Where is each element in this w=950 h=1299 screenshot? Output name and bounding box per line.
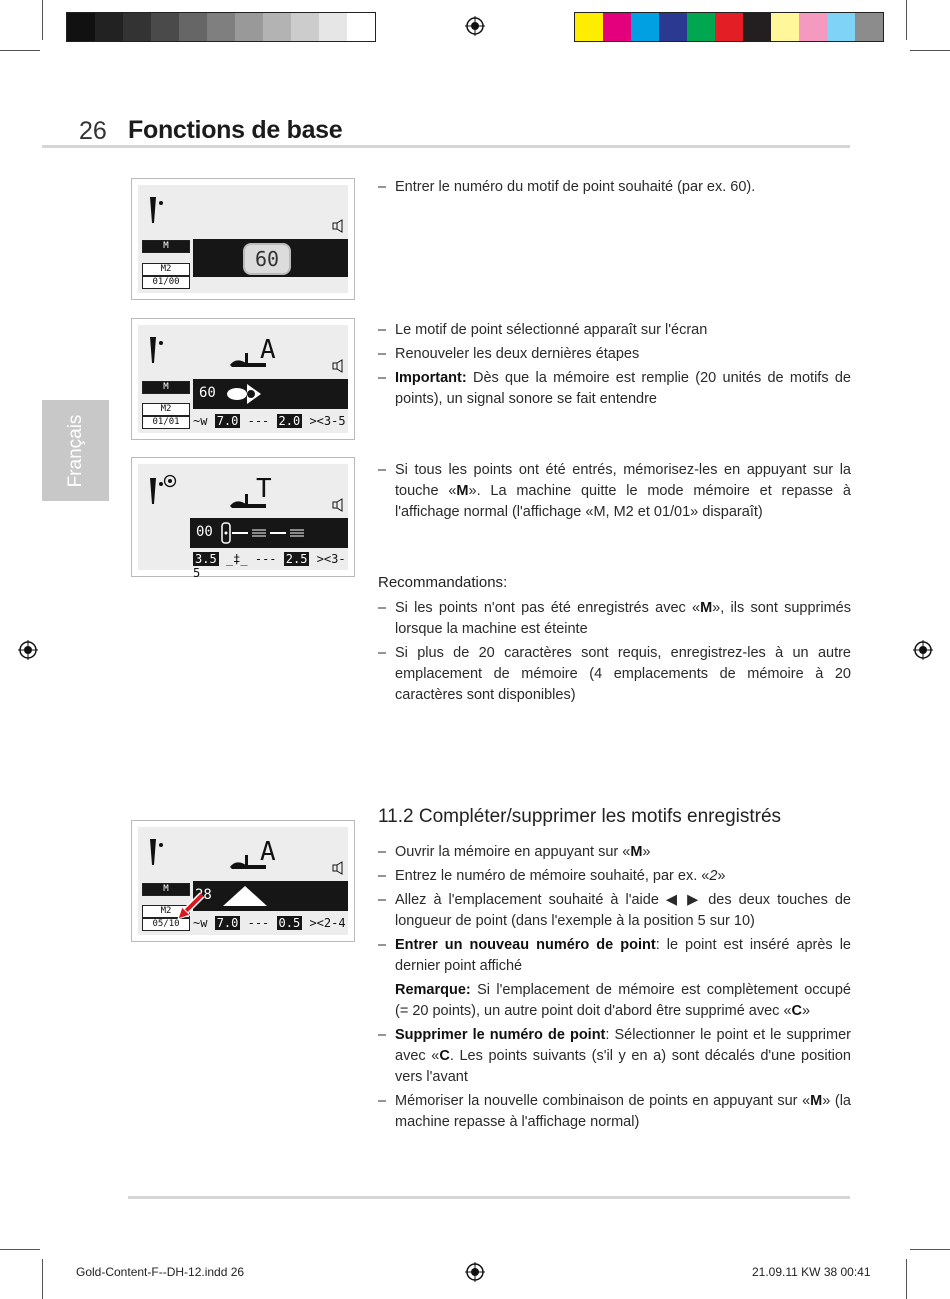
speaker-icon — [331, 359, 347, 373]
straight-stitch-pattern-icon — [220, 521, 340, 545]
recommendations-title: Recommandations: — [378, 574, 508, 591]
stitch-length-value: 2.0 — [278, 414, 301, 428]
color-swatch — [715, 13, 743, 41]
needle-icon — [146, 197, 166, 225]
color-swatch — [827, 13, 855, 41]
stitch-number: 60 — [199, 385, 216, 401]
registration-mark-right-icon — [913, 640, 933, 660]
list-item: – Si les points n'ont pas été enregistrés avec «M», ils sont supprimés lorsque la machine est éteinte — [378, 598, 851, 640]
presser-foot-letter: T — [256, 474, 272, 504]
stitch-length-value: 0.5 — [278, 916, 301, 930]
recommendations-list — [378, 598, 851, 709]
needle-icon — [146, 839, 166, 867]
stitch-number: 00 — [196, 524, 213, 540]
crop-mark-bottom-right-h — [910, 1249, 950, 1250]
gray-swatch-bar — [66, 12, 376, 42]
color-swatch — [235, 13, 263, 41]
color-swatch — [263, 13, 291, 41]
memory-position-label: 01/01 — [142, 416, 190, 429]
triangle-stitch-pattern-icon — [221, 884, 271, 908]
lcd-screen-1 — [131, 178, 355, 300]
needle-icon — [146, 337, 166, 365]
language-tab-label: Français — [64, 414, 86, 487]
memory-label: M — [142, 883, 190, 896]
list-item: – Supprimer le numéro de point: Sélectionner le point et le supprimer avec «C. Les points suivants (s'il y en a) sont décalés d'une position vers l'avant — [378, 1025, 851, 1088]
lcd-screen-4 — [131, 820, 355, 942]
memory-slot-label: M2 — [142, 263, 190, 276]
memory-position-label: 05/10 — [142, 918, 190, 931]
right-arrow-icon: ▶ — [687, 892, 702, 908]
stitch-width-value: 3.5 — [195, 552, 217, 566]
section-heading: 11.2 Compléter/supprimer les motifs enregistrés — [378, 806, 782, 827]
list-item: – Renouveler les deux dernières étapes — [378, 344, 851, 365]
stitch-length-icon: --- — [247, 916, 270, 930]
stitch-pattern-icon — [225, 382, 265, 406]
color-swatch — [151, 13, 179, 41]
instruction-block-2 — [378, 320, 851, 413]
color-swatch — [347, 13, 375, 41]
color-swatch — [123, 13, 151, 41]
lcd-screen-3 — [131, 457, 355, 580]
lcd-screen-2 — [131, 318, 355, 440]
color-swatch — [799, 13, 827, 41]
color-swatch — [631, 13, 659, 41]
color-swatch — [291, 13, 319, 41]
needle-stop-icon — [163, 474, 177, 488]
memory-label: M — [142, 240, 190, 253]
color-swatch-bar — [574, 12, 884, 42]
header-rule — [42, 145, 850, 148]
list-item: – Important: Dès que la mémoire est remplie (20 unités de motifs de points), un signal sonore se fait entendre — [378, 368, 851, 410]
crop-mark-top-left-h — [0, 50, 40, 51]
footer-datetime: 21.09.11 KW 38 00:41 — [752, 1265, 871, 1279]
stitch-length-value: 2.5 — [285, 552, 308, 566]
memory-slot-label: M2 — [142, 905, 190, 918]
color-swatch — [95, 13, 123, 41]
instruction-block-1 — [378, 177, 851, 201]
presser-foot-letter: A — [260, 335, 276, 365]
crop-mark-bottom-left-v — [42, 1259, 43, 1299]
thread-tension-icon: >< — [309, 916, 324, 930]
list-item: – Allez à l'emplacement souhaité à l'aide ◀ ▶ des deux touches de longueur de point (dans l'exemple à la position 5 sur 10) — [378, 890, 851, 932]
list-item: – Ouvrir la mémoire en appuyant sur «M» — [378, 842, 851, 863]
page-number: 26 — [79, 117, 107, 145]
color-swatch — [771, 13, 799, 41]
crop-mark-bottom-left-h — [0, 1249, 40, 1250]
stitch-number: 28 — [195, 887, 212, 903]
footer-rule — [128, 1196, 850, 1199]
color-swatch — [319, 13, 347, 41]
language-tab — [42, 400, 109, 501]
crop-mark-bottom-right-v — [906, 1259, 907, 1299]
left-arrow-icon: ◀ — [665, 892, 681, 908]
footer-file-name: Gold-Content-F--DH-12.indd 26 — [76, 1265, 245, 1279]
presser-foot-letter: A — [260, 837, 276, 867]
page-title: Fonctions de base — [128, 116, 343, 144]
color-swatch — [743, 13, 771, 41]
list-item: – Entrer un nouveau numéro de point: le point est inséré après le dernier point affiché — [378, 935, 851, 977]
stitch-width-value: 7.0 — [216, 414, 239, 428]
stitch-number-box: 60 — [243, 243, 291, 275]
list-item: – Si tous les points ont été entrés, mémorisez-les en appuyant sur la touche «M». La machine quitte le mode mémoire et repasse à l'affichage normal (l'affichage «M, M2 et 01/01» disparaît) — [378, 460, 851, 523]
color-swatch — [855, 13, 883, 41]
color-swatch — [207, 13, 235, 41]
thread-tension-value: 3-5 — [193, 552, 346, 580]
stitch-width-value: 7.0 — [216, 916, 239, 930]
stitch-length-icon: --- — [247, 414, 270, 428]
thread-tension-value: 3-5 — [323, 414, 346, 428]
registration-mark-left-icon — [18, 640, 38, 660]
memory-slot-label: M2 — [142, 403, 190, 416]
memory-label: M — [142, 381, 190, 394]
color-swatch — [179, 13, 207, 41]
color-swatch — [575, 13, 603, 41]
crop-mark-top-left-v — [42, 0, 43, 40]
registration-mark-bottom-icon — [465, 1262, 485, 1282]
stitch-length-icon: --- — [254, 552, 277, 566]
stitch-width-icon: ~w — [193, 414, 208, 428]
needle-position-icon: _‡_ — [225, 552, 248, 566]
speaker-icon — [331, 219, 347, 233]
speaker-icon — [331, 861, 347, 875]
memory-position-label: 01/00 — [142, 276, 190, 289]
crop-mark-top-right-h — [910, 50, 950, 51]
list-item: – Entrez le numéro de mémoire souhaité, par ex. «2» — [378, 866, 851, 887]
section-list — [378, 842, 851, 1136]
crop-mark-top-right-v — [906, 0, 907, 40]
registration-mark-top-icon — [465, 16, 485, 36]
color-swatch — [659, 13, 687, 41]
color-swatch — [67, 13, 95, 41]
thread-tension-value: 2-4 — [323, 916, 346, 930]
list-item: – Mémoriser la nouvelle combinaison de points en appuyant sur «M» (la machine repasse à l'affichage normal) — [378, 1091, 851, 1133]
stitch-width-icon: ~w — [193, 916, 208, 930]
list-item: – Si plus de 20 caractères sont requis, enregistrez-les à un autre emplacement de mémoire (4 emplacements de mémoire à 20 caractères sont disponibles) — [378, 643, 851, 706]
thread-tension-icon: >< — [309, 414, 324, 428]
speaker-icon — [331, 498, 347, 512]
instruction-block-3 — [378, 460, 851, 526]
thread-tension-icon: >< — [316, 552, 332, 566]
color-swatch — [687, 13, 715, 41]
list-item: – Le motif de point sélectionné apparaît sur l'écran — [378, 320, 851, 341]
color-swatch — [603, 13, 631, 41]
note-paragraph: Remarque: Si l'emplacement de mémoire est complètement occupé (= 20 points), un autre point doit d'abord être supprimé avec «C» — [395, 982, 851, 1019]
list-item: – Entrer le numéro du motif de point souhaité (par ex. 60). — [378, 177, 851, 198]
